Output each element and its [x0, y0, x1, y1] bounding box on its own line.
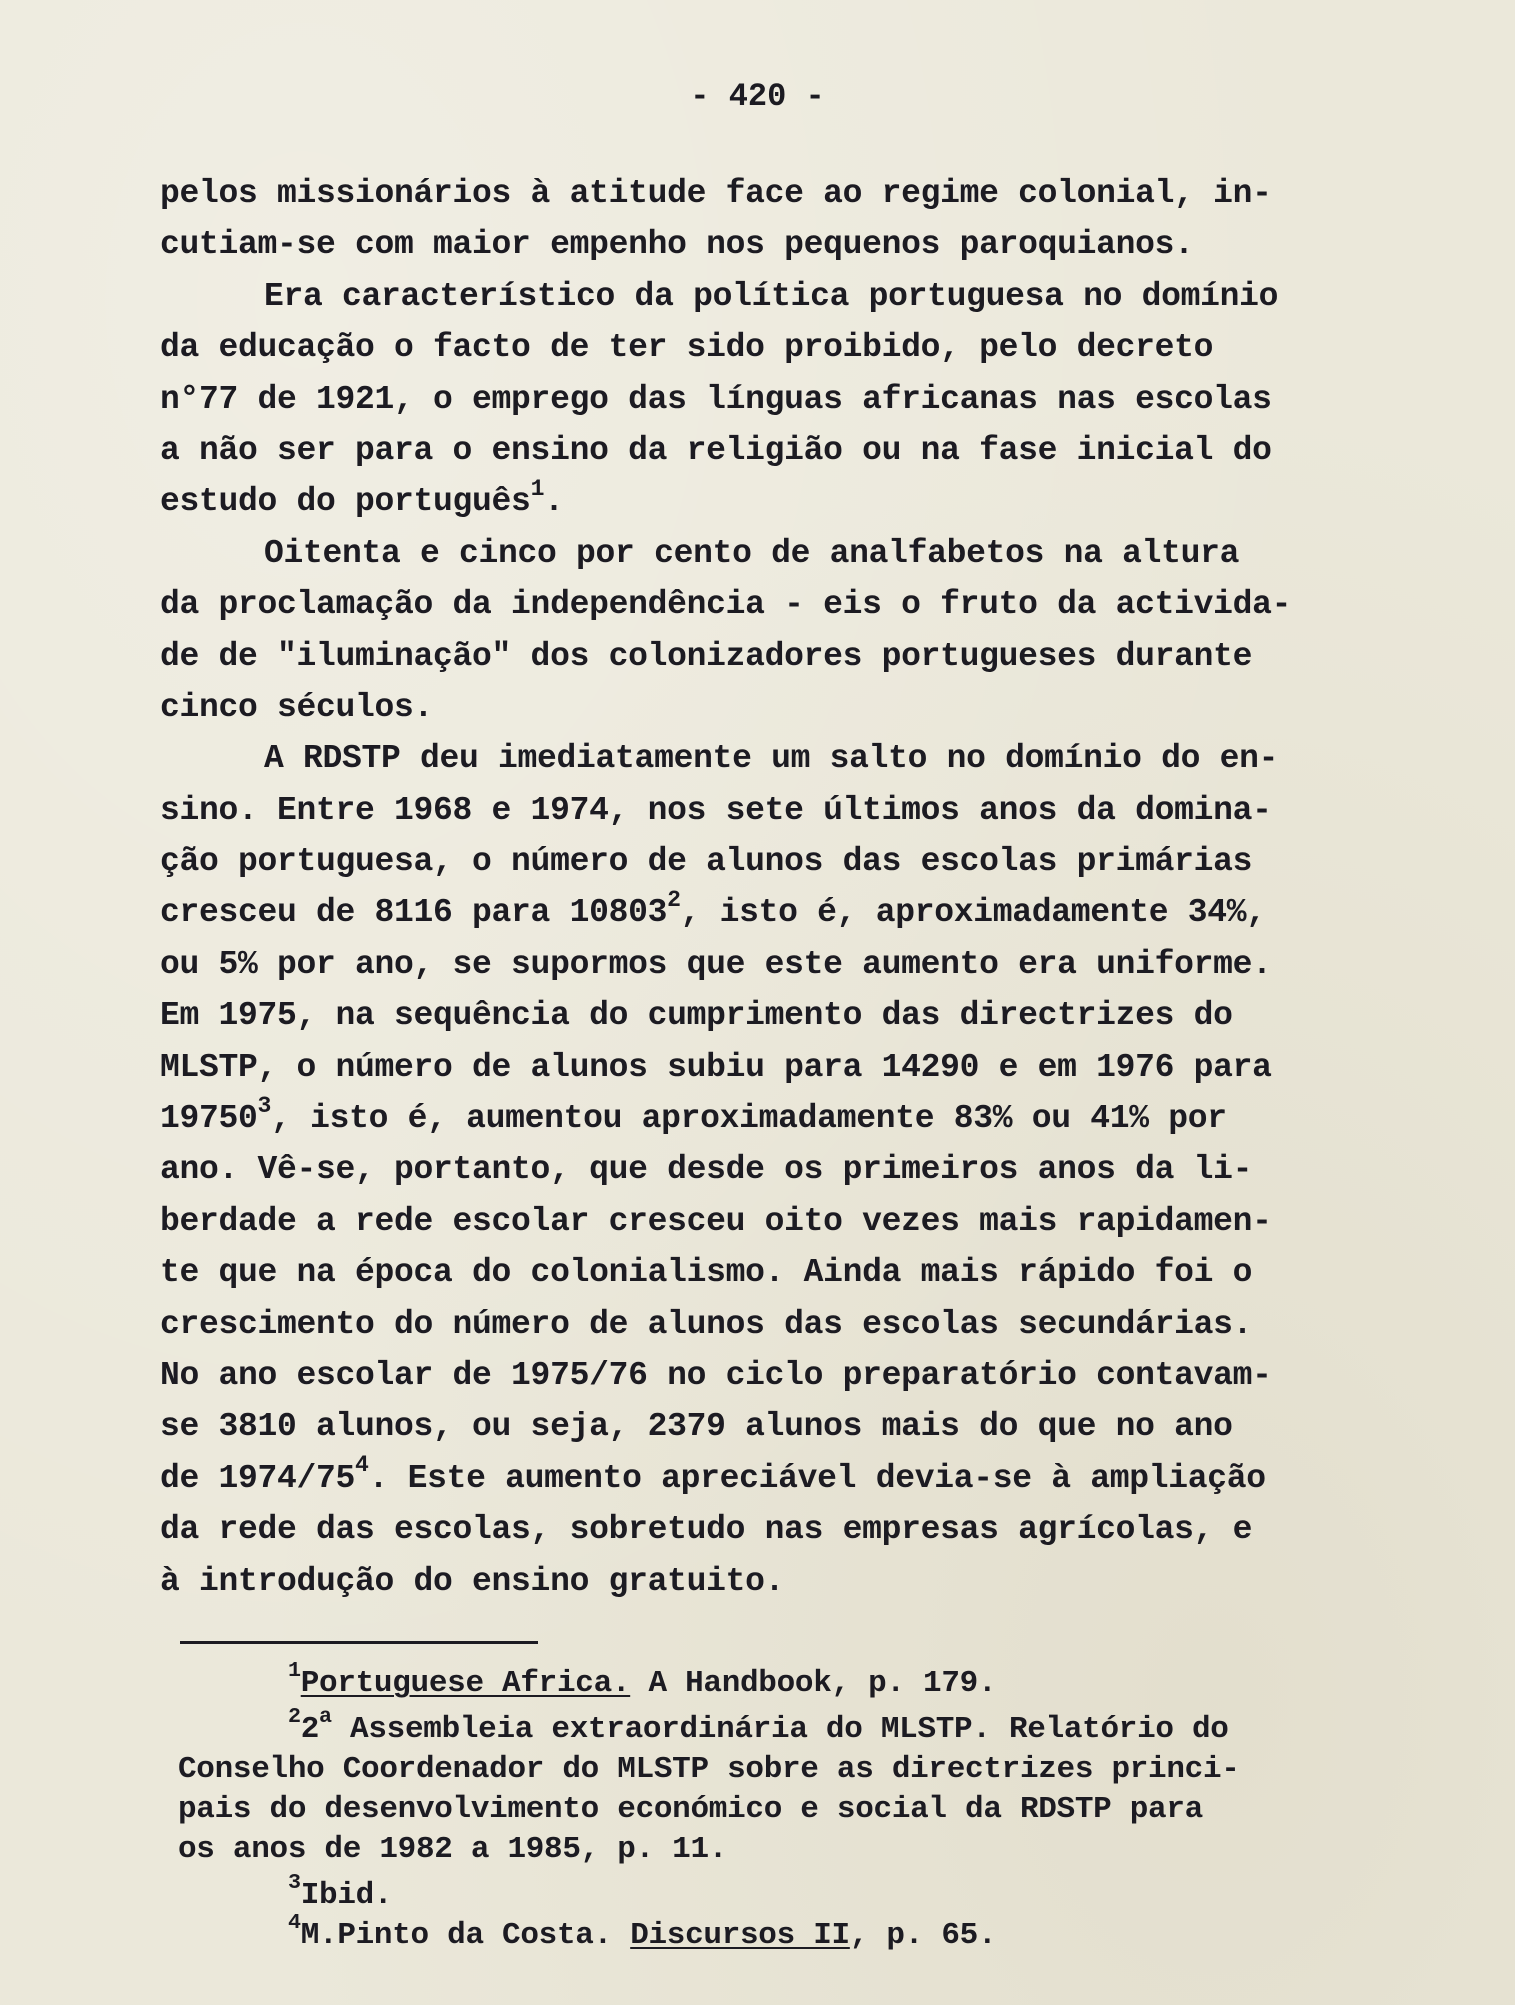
- text-line: [160, 887, 1378, 938]
- text-line: da rede das escolas, sobretudo nas empresas agrícolas, e: [160, 1511, 1253, 1549]
- footnote-number: 2: [288, 1704, 301, 1730]
- text-line: ção portuguesa, o número de alunos das escolas primárias: [160, 843, 1253, 881]
- text-line: Em 1975, na sequência do cumprimento das directrizes do: [160, 997, 1233, 1035]
- page-number: - 420 -: [690, 78, 825, 115]
- text-fragment: , isto é, aumentou aproximadamente 83% ou 41% por: [271, 1100, 1227, 1138]
- footnote-number: 4: [288, 1910, 301, 1936]
- footnote-ref[interactable]: 3: [257, 1092, 272, 1119]
- footnote-text: M.Pinto da Costa.: [300, 1918, 631, 1953]
- text-fragment: . Este aumento apreciável devia-se à ampliação: [368, 1459, 1266, 1497]
- footnote-title: Discursos II: [630, 1918, 850, 1953]
- text-line: pelos missionários à atitude face ao regime colonial, in-: [160, 175, 1272, 212]
- footnote-2-line: os anos de 1982 a 1985, p. 11.: [178, 1832, 728, 1867]
- footnote-ref[interactable]: 1: [530, 475, 545, 502]
- footnote-superscript: a: [319, 1704, 332, 1730]
- footnotes: [178, 1658, 1408, 1956]
- footnote-title: Portuguese Africa.: [300, 1666, 631, 1701]
- footnote-text: , p. 65.: [849, 1918, 997, 1953]
- footnote-2-line: pais do desenvolvimento económico e social da RDSTP para: [178, 1792, 1203, 1827]
- text-line: sino. Entre 1968 e 1974, nos sete últimos anos da domina-: [160, 791, 1272, 829]
- text-line: Oitenta e cinco por cento de analfabetos na altura: [264, 534, 1240, 572]
- footnote-4: [178, 1910, 1408, 1956]
- footnote-ref[interactable]: 4: [355, 1452, 369, 1479]
- body-text: [160, 168, 1378, 1607]
- text-line: da educação o facto de ter sido proibido, pelo decreto: [160, 329, 1214, 367]
- text-line: ou 5% por ano, se supormos que este aumento era uniforme.: [160, 945, 1272, 983]
- text-fragment: , isto é, aproximadamente 34%,: [680, 894, 1266, 932]
- footnote-2: [178, 1704, 1408, 1750]
- footnote-3: [178, 1870, 1408, 1916]
- text-line: cinco séculos.: [160, 688, 434, 726]
- text-line: da proclamação da independência - eis o fruto da activida-: [160, 586, 1292, 624]
- footnote-1: [178, 1658, 1408, 1704]
- footnote-number: 1: [288, 1658, 301, 1684]
- footnote-text: 2: [300, 1712, 320, 1747]
- text-line: [160, 476, 1378, 527]
- text-fragment: 19750: [160, 1100, 258, 1138]
- text-line: n°77 de 1921, o emprego das línguas africanas nas escolas: [160, 380, 1272, 418]
- text-line: de de "iluminação" dos colonizadores portugueses durante: [160, 637, 1253, 675]
- text-line: MLSTP, o número de alunos subiu para 14290 e em 1976 para: [160, 1048, 1272, 1086]
- text-line: ano. Vê-se, portanto, que desde os primeiros anos da li-: [160, 1151, 1253, 1189]
- text-fragment: de 1974/75: [160, 1459, 356, 1497]
- text-line: [160, 1093, 1378, 1144]
- footnote-2-line: Conselho Coordenador do MLSTP sobre as directrizes princi-: [178, 1752, 1240, 1787]
- text-line: à introdução do ensino gratuito.: [160, 1562, 785, 1600]
- text-fragment: .: [544, 483, 564, 521]
- text-line: No ano escolar de 1975/76 no ciclo preparatório contavam-: [160, 1356, 1272, 1394]
- text-fragment: cresceu de 8116 para 10803: [160, 894, 668, 932]
- text-line: te que na época do colonialismo. Ainda mais rápido foi o: [160, 1254, 1253, 1292]
- footnote-ref[interactable]: 2: [667, 887, 681, 914]
- text-line: berdade a rede escolar cresceu oito vezes mais rapidamen-: [160, 1202, 1272, 1240]
- text-line: crescimento do número de alunos das escolas secundárias.: [160, 1305, 1253, 1343]
- footnote-text: A Handbook, p. 179.: [630, 1666, 997, 1701]
- text-line: [160, 1453, 1378, 1504]
- text-line: Era característico da política portuguesa no domínio: [264, 277, 1279, 315]
- footnote-text: Assembleia extraordinária do MLSTP. Relatório do: [331, 1712, 1229, 1747]
- text-fragment: estudo do português: [160, 483, 531, 521]
- footnote-text: Ibid.: [300, 1878, 393, 1913]
- text-line: cutiam-se com maior empenho nos pequenos paroquianos.: [160, 226, 1194, 264]
- text-line: A RDSTP deu imediatamente um salto no domínio do en-: [264, 740, 1279, 778]
- text-line: se 3810 alunos, ou seja, 2379 alunos mais do que no ano: [160, 1408, 1233, 1446]
- text-line: a não ser para o ensino da religião ou na fase inicial do: [160, 431, 1272, 469]
- footnote-separator: [180, 1641, 538, 1644]
- footnote-number: 3: [288, 1870, 301, 1896]
